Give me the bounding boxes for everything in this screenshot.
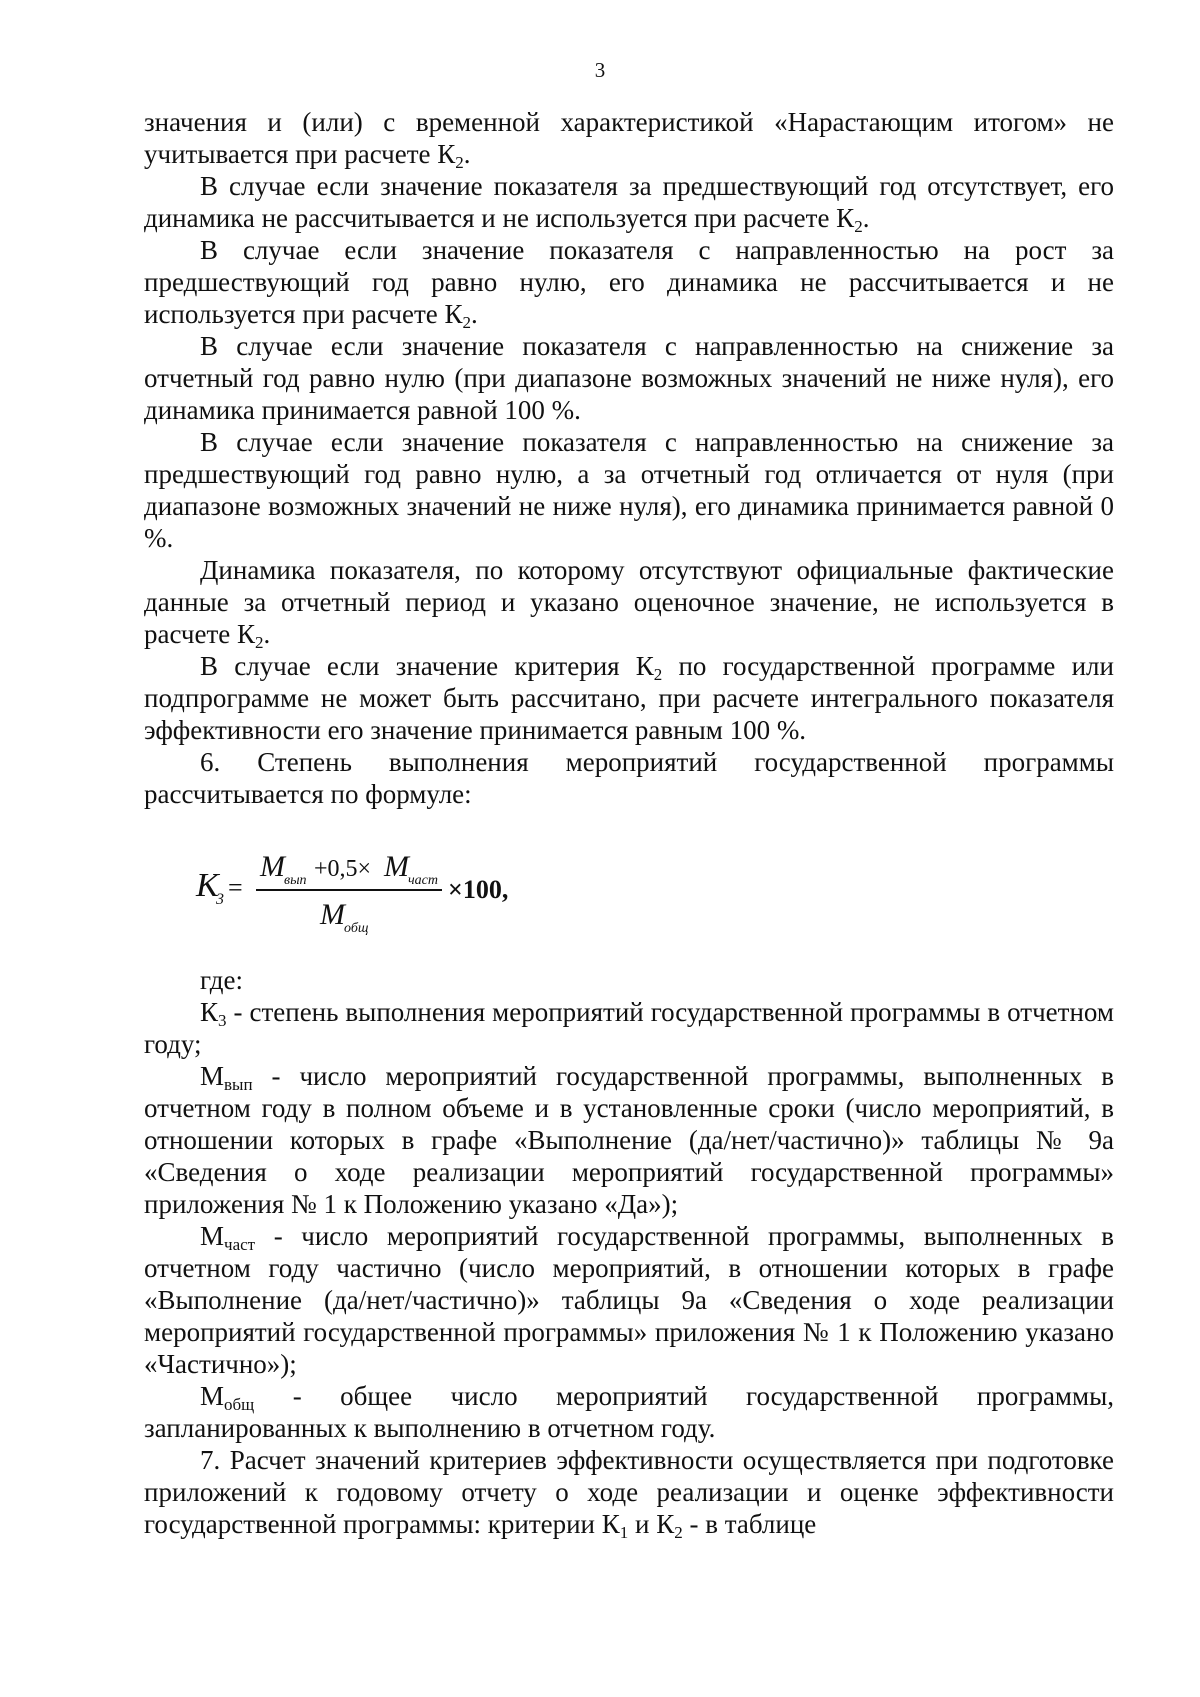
formula-denominator-sub: общ: [344, 921, 369, 936]
formula-times-100: ×100,: [448, 875, 509, 904]
formula-lhs: K: [196, 867, 219, 904]
definition-mobsh: $М_{общ}$ - общее число мероприятий государственной программы, запланированных к выполнению в отчетном году.: [144, 1381, 1114, 1443]
formula-num-a: M: [260, 850, 285, 883]
definition-k3: $К_3$ - степень выполнения мероприятий государственной программы в отчетном году;: [144, 997, 1114, 1059]
formula-block: [144, 810, 1114, 960]
formula-num-b-sub: част: [408, 873, 439, 888]
section-7-paragraph: 7. Расчет значений критериев эффективности осуществляется при подготовке приложений к годовому отчету о ходе реализации и оценке эффективности государственной программы: критерии $К_1$ и $К_2$ - в таблице: [144, 1445, 1114, 1542]
k3-formula: [192, 846, 552, 936]
formula-num-b: M: [384, 850, 409, 883]
paragraph: В случае если значение показателя с направленностью на снижение за предшествующий год равно нулю, а за отчетный год отличается от нуля (при диапазоне возможных значений не ниже нуля), его динамика принимается равной 0 %.: [144, 427, 1114, 553]
definition-mvyp: $М_{вып}$ - число мероприятий государственной программы, выполненных в отчетном году в полном объеме и в установленные сроки (число мероприятий, в отношении которых в графе «Выполнение (да/нет/частично)» таблицы № 9а «Сведения о ходе реализации мероприятий государственной программы» приложения № 1 к Положению указано «Да»);: [144, 1061, 1114, 1219]
paragraph: В случае если значение критерия $К_2$ по государственной программе или подпрограмме не может быть рассчитано, при расчете интегрального показателя эффективности его значение принимается равным 100 %.: [144, 651, 1114, 745]
formula-lhs-sub: 3: [216, 891, 224, 908]
section-6-heading: 6. Степень выполнения мероприятий государственной программы рассчитывается по формуле:: [144, 747, 1114, 809]
paragraph: В случае если значение показателя с направленностью на рост за предшествующий год равно нулю, его динамика не рассчитывается и не используется при расчете $К_2$.: [144, 235, 1114, 332]
document-body: [144, 106, 1114, 1540]
formula-equals: =: [228, 873, 243, 902]
formula-graphic: [192, 846, 552, 936]
paragraph: В случае если значение показателя с направленностью на снижение за отчетный год равно нулю (при диапазоне возможных значений не ниже нуля), его динамика принимается равной 100 %.: [144, 331, 1114, 425]
formula-num-a-sub: вып: [284, 873, 307, 888]
formula-plus-coef: +0,5×: [314, 856, 372, 882]
page-number: 3: [594, 58, 606, 82]
where-label: где:: [200, 965, 243, 995]
paragraph: значения и (или) с временной характеристикой «Нарастающим итогом» не учитывается при расчете $К_2$.: [144, 107, 1114, 172]
definition-mchast: $М_{част}$ - число мероприятий государственной программы, выполненных в отчетном году частично (число мероприятий, в отношении которых в графе «Выполнение (да/нет/частично)» таблицы 9а «Сведения о ходе реализации мероприятий государственной программы» приложения № 1 к Положению указано «Частично»);: [144, 1221, 1114, 1379]
paragraph: Динамика показателя, по которому отсутствуют официальные фактические данные за отчетный период и указано оценочное значение, не используется в расчете $К_2$.: [144, 555, 1114, 652]
paragraph: В случае если значение показателя за предшествующий год отсутствует, его динамика не рассчитывается и не используется при расчете $К_2$.: [144, 171, 1114, 236]
formula-denominator: M: [320, 898, 345, 931]
